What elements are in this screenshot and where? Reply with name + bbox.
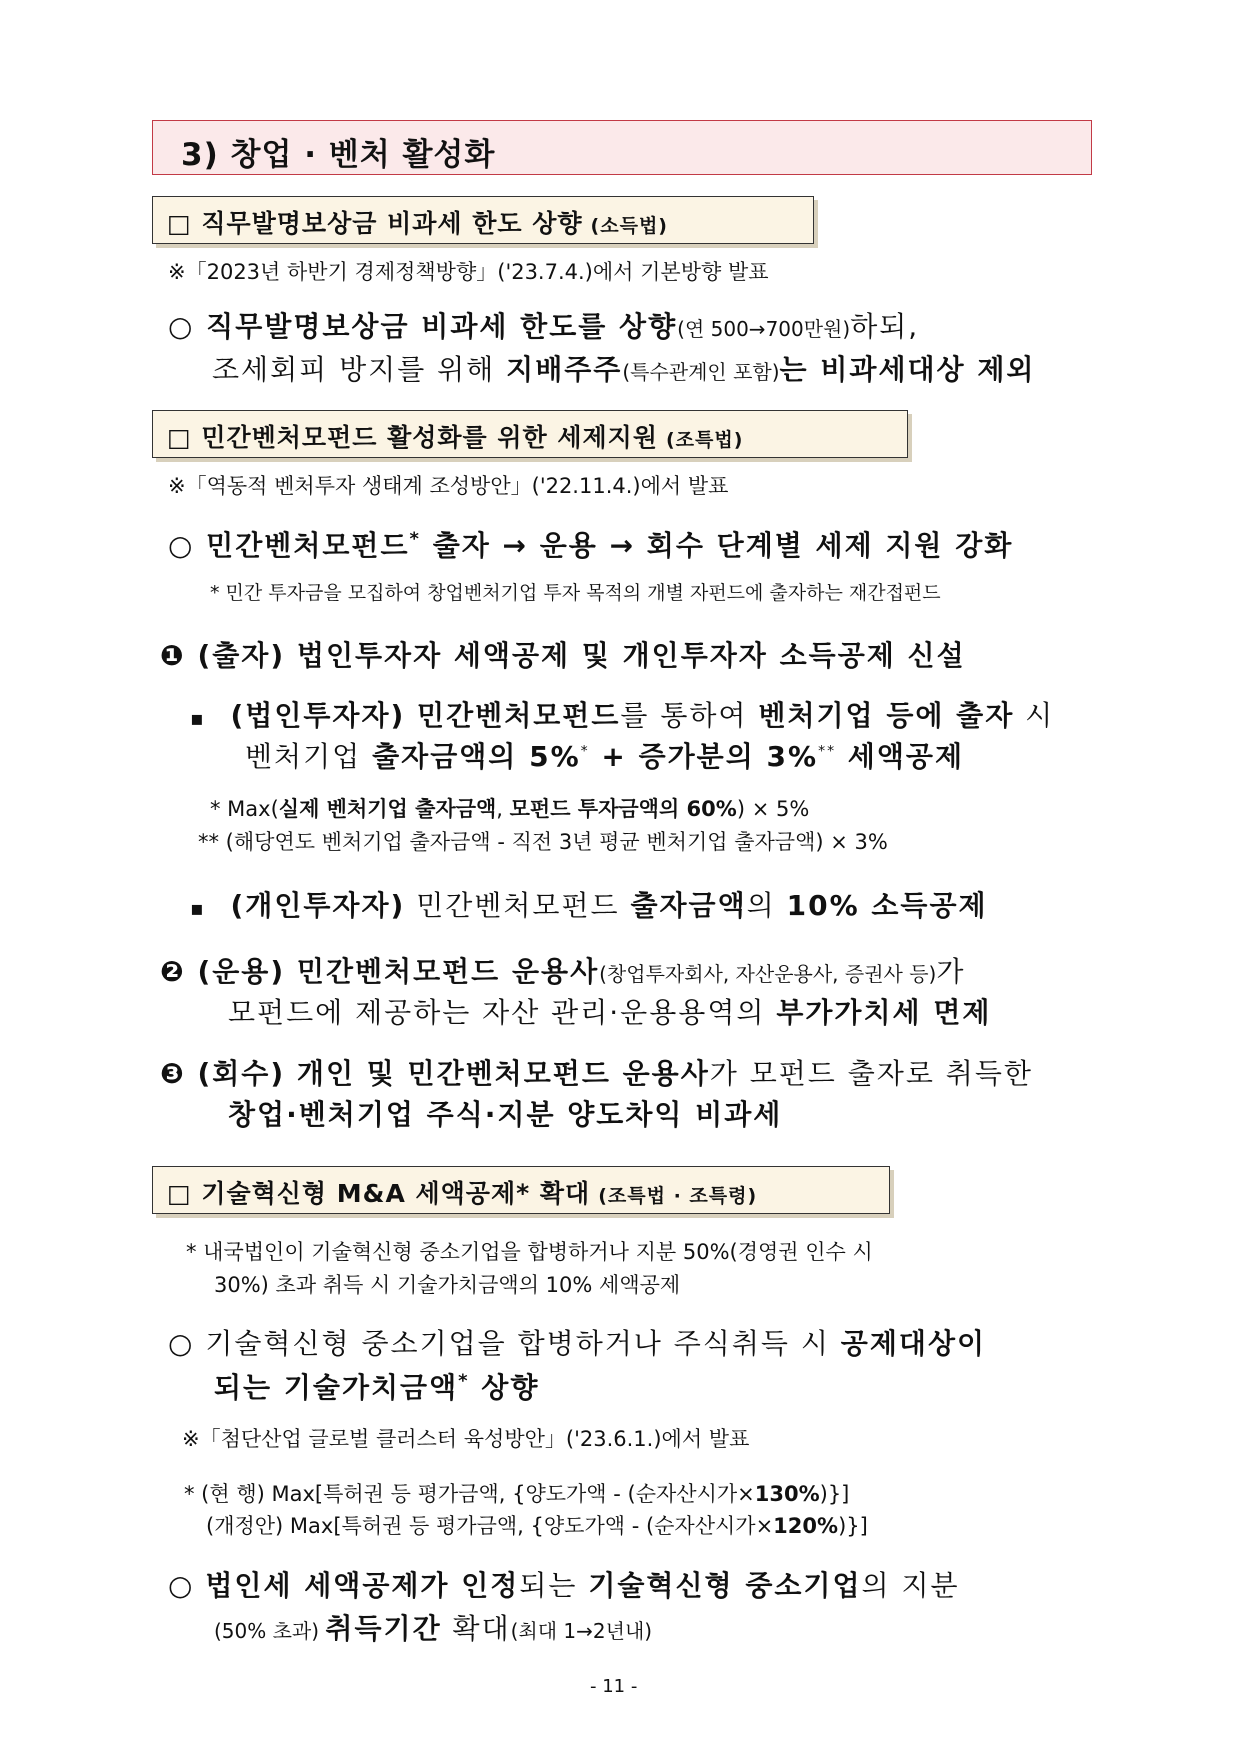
s3-line3-e: 의 지분 bbox=[861, 1569, 960, 1602]
s2-point1a-c: 벤처기업 등에 출자 bbox=[758, 699, 1015, 732]
s3-line2-b: 상향 bbox=[469, 1371, 540, 1404]
section-title: 3) 창업 · 벤처 활성화 bbox=[181, 137, 496, 173]
s2-point3-b: 가 모펀드 출자로 취득한 bbox=[709, 1057, 1033, 1090]
s2-point1c-c: 출자금액 bbox=[630, 889, 747, 922]
s2-point2-b: (창업투자회사, 자산운용사, 증권사 등) bbox=[599, 962, 937, 986]
s2-point1a bbox=[190, 694, 1054, 734]
s2-footnote-1 bbox=[210, 793, 809, 823]
s3-line3 bbox=[168, 1564, 960, 1604]
s2-fn1-d: 모펀드 투자금액의 60% bbox=[509, 797, 737, 821]
s3-line4 bbox=[214, 1607, 652, 1647]
s2-point1a-a: (법인투자자) 민간벤처모펀드 bbox=[230, 699, 621, 732]
s2-point1c-a: (개인투자자) bbox=[230, 889, 406, 922]
s1-line2-d: 는 비과세대상 제외 bbox=[779, 353, 1036, 386]
s2-point1a-b: 를 통하여 bbox=[620, 699, 759, 732]
s2-line1-b: 출자 → 운용 → 회수 단계별 세제 지원 강화 bbox=[420, 529, 1014, 562]
s2-line1-a: ○ 민간벤처모펀드 bbox=[168, 529, 410, 562]
s3-line4-a: (50% 초과) bbox=[214, 1619, 326, 1643]
s2-fn1-a: * Max( bbox=[210, 797, 279, 821]
s2-point1: ❶ (출자) 법인투자자 세액공제 및 개인투자자 소득공제 신설 bbox=[160, 639, 966, 672]
subhead-1 bbox=[152, 196, 814, 244]
s2-point1b-s2: ** bbox=[818, 743, 837, 760]
page-number: - 11 - bbox=[590, 1676, 638, 1697]
s2-line1-star: * bbox=[409, 528, 421, 550]
section-title-box bbox=[152, 120, 1092, 175]
subhead-3-law: (조특법 · 조특령) bbox=[598, 1185, 758, 1207]
s2-footnote-2: ** (해당연도 벤처기업 출자금액 - 직전 3년 평균 벤처기업 출자금액) × 3% bbox=[198, 830, 888, 854]
s2-point2b bbox=[228, 991, 991, 1031]
subhead-2-law: (조특법) bbox=[666, 429, 744, 451]
s1-line2-b: 지배주주 bbox=[506, 353, 623, 386]
s2-point3-a: ❸ (회수) 개인 및 민간벤처모펀드 운용사 bbox=[160, 1057, 710, 1090]
s1-line2 bbox=[212, 348, 1035, 388]
s3-line1-b: 공제대상이 bbox=[840, 1327, 987, 1360]
s2-point1a-d: 시 bbox=[1014, 699, 1055, 732]
s1-line1-a: ○ 직무발명보상금 비과세 한도를 상향 bbox=[168, 310, 678, 343]
subhead-3 bbox=[152, 1166, 890, 1214]
s2-point1c-d: 의 bbox=[746, 889, 787, 922]
s1-line1-b: (연 500→700만원) bbox=[677, 317, 851, 341]
bullet-icon: ▪ bbox=[190, 706, 206, 730]
s2-point1c bbox=[190, 884, 988, 924]
s2-point1c-b: 민간벤처모펀드 bbox=[405, 889, 631, 922]
s3-c1-c: )}] bbox=[819, 1482, 850, 1506]
s3-c2-c: )}] bbox=[838, 1514, 868, 1538]
subhead-1-law: (소득법) bbox=[590, 215, 668, 237]
s3-line1 bbox=[168, 1322, 986, 1362]
s3-compare-current bbox=[184, 1478, 849, 1508]
s2-note: ※「역동적 벤처투자 생태계 조성방안」('22.11.4.)에서 발표 bbox=[168, 474, 729, 498]
s1-note: ※「2023년 하반기 경제정책방향」('23.7.4.)에서 기본방향 발표 bbox=[168, 260, 769, 284]
s2-point2-c: 가 bbox=[936, 955, 966, 988]
subhead-2-text: □ 민간벤처모펀드 활성화를 위한 세제지원 bbox=[167, 423, 658, 452]
s2-point1b bbox=[245, 735, 964, 775]
s3-note: ※「첨단산업 글로벌 클러스터 육성방안」('23.6.1.)에서 발표 bbox=[182, 1427, 750, 1451]
s3-line3-c: 되는 bbox=[519, 1569, 589, 1602]
s3-compare-revised bbox=[206, 1510, 868, 1540]
s3-c2-b: 120% bbox=[773, 1514, 839, 1538]
s2-fn1-b: 실제 벤처기업 출자금액 bbox=[278, 797, 497, 821]
s2-point1b-b: 출자금액의 5% bbox=[372, 740, 581, 773]
s3-line1-a: ○ 기술혁신형 중소기업을 합병하거나 주식취득 시 bbox=[168, 1327, 841, 1360]
s3-c1-a: * (현 행) Max[특허권 등 평가금액, {양도가액 - (순자산시가× bbox=[184, 1482, 755, 1506]
s2-point1b-s1: * bbox=[580, 743, 590, 760]
s3-footnote-2: 30%) 초과 취득 시 기술가치금액의 10% 세액공제 bbox=[214, 1273, 681, 1297]
bullet-icon: ▪ bbox=[190, 896, 206, 920]
s1-line2-a: 조세회피 방지를 위해 bbox=[212, 353, 507, 386]
s3-line2-star: * bbox=[458, 1370, 470, 1392]
s3-line4-b: 취득기간 bbox=[325, 1612, 442, 1645]
subhead-3-text: □ 기술혁신형 M&A 세액공제* 확대 bbox=[167, 1179, 591, 1208]
s2-footnote: * 민간 투자금을 모집하여 창업벤처기업 투자 목적의 개별 자펀드에 출자하는 재간접펀드 bbox=[210, 582, 941, 604]
s2-point1c-e: 10% 소득공제 bbox=[786, 889, 988, 922]
s1-line1 bbox=[168, 305, 919, 345]
s2-fn1-c: , bbox=[496, 797, 510, 821]
s2-point1b-d: 세액공제 bbox=[836, 740, 965, 773]
s3-line2-a: 되는 기술가치금액 bbox=[214, 1371, 459, 1404]
subhead-1-text: □ 직무발명보상금 비과세 한도 상향 bbox=[167, 209, 583, 238]
s3-c2-a: (개정안) Max[특허권 등 평가금액, {양도가액 - (순자산시가× bbox=[206, 1514, 774, 1538]
subhead-2 bbox=[152, 410, 908, 458]
s3-line3-a: ○ bbox=[168, 1569, 206, 1602]
s2-point1b-c: + 증가분의 3% bbox=[589, 740, 819, 773]
s2-fn1-e: ) × 5% bbox=[736, 797, 810, 821]
s3-line4-c: 확대 bbox=[441, 1612, 511, 1645]
s3-line3-b: 법인세 세액공제가 인정 bbox=[205, 1569, 520, 1602]
s2-point1b-a: 벤처기업 bbox=[245, 740, 373, 773]
s3-line4-d: (최대 1→2년내) bbox=[510, 1619, 653, 1643]
s2-point3 bbox=[160, 1052, 1033, 1092]
s1-line2-c: (특수관계인 포함) bbox=[622, 360, 780, 384]
s2-line1 bbox=[168, 524, 1013, 564]
s3-line2 bbox=[214, 1366, 539, 1406]
s3-footnote-1: * 내국법인이 기술혁신형 중소기업을 합병하거나 지분 50%(경영권 인수 시 bbox=[186, 1240, 873, 1264]
s3-line3-d: 기술혁신형 중소기업 bbox=[588, 1569, 862, 1602]
s2-point3b: 창업·벤처기업 주식·지분 양도차익 비과세 bbox=[228, 1098, 783, 1131]
s3-c1-b: 130% bbox=[754, 1482, 820, 1506]
s1-line1-c: 하되, bbox=[850, 310, 920, 343]
s2-point2 bbox=[160, 950, 965, 990]
s2-point2b-b: 부가가치세 면제 bbox=[776, 996, 992, 1029]
s2-point2-a: ❷ (운용) 민간벤처모펀드 운용사 bbox=[160, 955, 600, 988]
s2-point2b-a: 모펀드에 제공하는 자산 관리·운용용역의 bbox=[228, 996, 777, 1029]
